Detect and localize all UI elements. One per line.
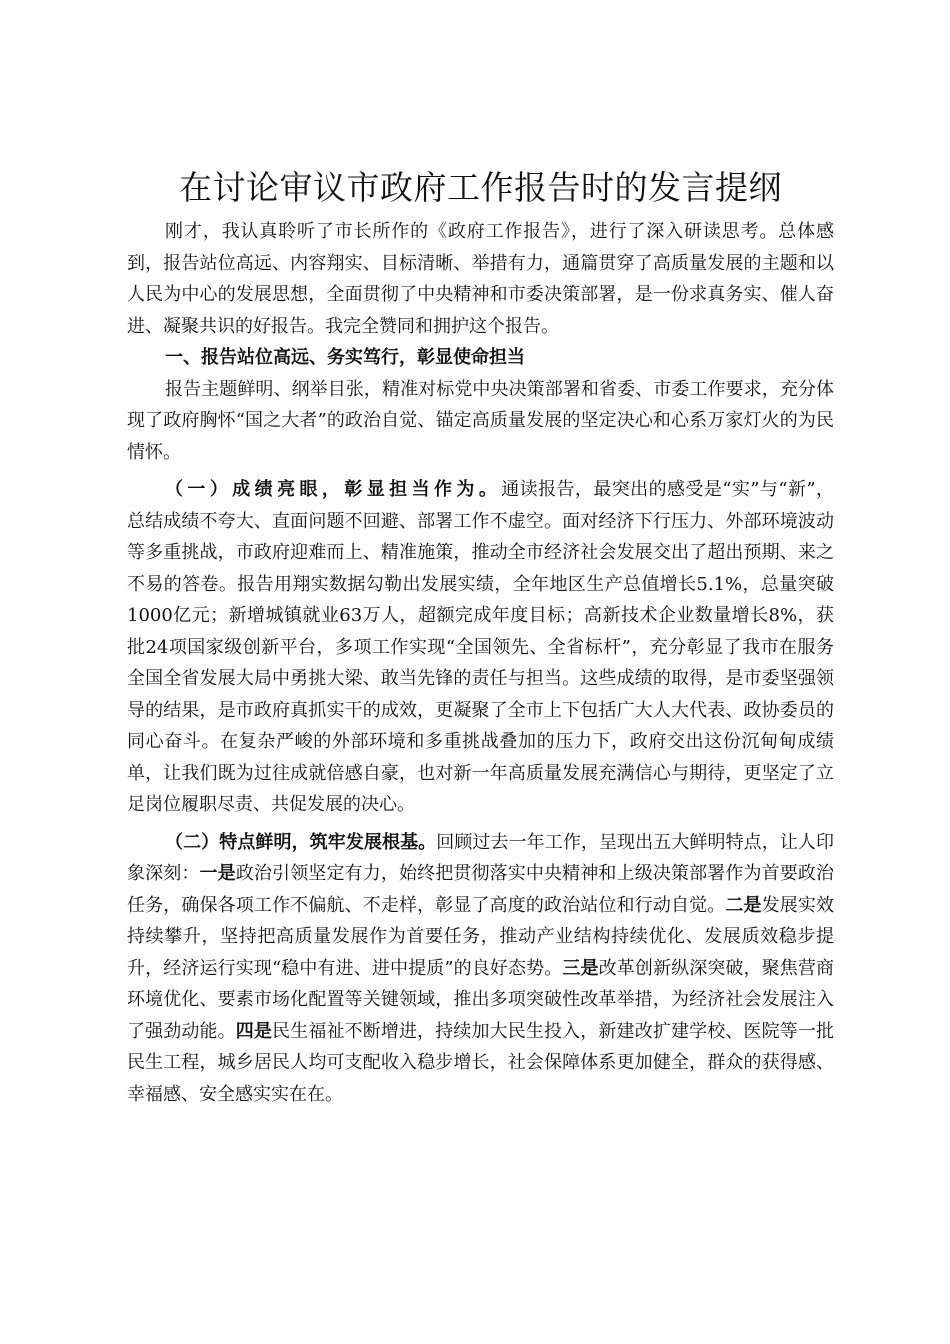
intro-paragraph: 刚才，我认真聆听了市长所作的《政府工作报告》，进行了深入研读思考。总体感到，报告站位高远、内容翔实、目标清晰、举措有力，通篇贯穿了高质量发展的主题和以人民为中心的发展思想，全面贯彻了中央精神和市委决策部署，是一份求真务实、催人奋进、凝聚共识的好报告。我完全赞同和拥护这个报告。: [127, 221, 834, 337]
section-1-heading: 一、报告站位高远、务实笃行，彰显使命担当: [165, 347, 525, 368]
point-2-item-4-text: 民生福祉不断增进，持续加大民生投入，新建改扩建学校、医院等一批民生工程，城乡居民人均可支配收入稳步增长，社会保障体系更加健全，群众的获得感、幸福感、安全感实实在在。: [127, 1020, 835, 1105]
point-1-lead: （一）成绩亮眼，彰显担当作为。: [165, 479, 502, 500]
point-2-item-3-mark: 三是: [562, 957, 599, 979]
point-2-item-4-mark: 四是: [235, 1020, 273, 1042]
document-page: [127, 160, 834, 1110]
document-title: 在讨论审议市政府工作报告时的发言提纲: [179, 168, 782, 207]
point-1-body: 通读报告，最突出的感受是“实”与“新”，总结成绩不夸大、直面问题不回避、部署工作不虚空。面对经济下行压力、外部环境波动等多重挑战，市政府迎难而上、精准施策，推动全市经济社会发展交出了超出预期、来之不易的答卷。报告用翔实数据勾勒出发展实绩，全年地区生产总值增长5.1%，总量突破1000亿元；新增城镇就业63万人，超额完成年度目标；高新技术企业数量增长8%，获批24项国家级创新平台，多项工作实现“全国领先、全省标杆”，充分彰显了我市在服务全国全省发展大局中勇挑大梁、敢当先锋的责任与担当。这些成绩的取得，是市委坚强领导的结果，是市政府真抓实干的成效，更凝聚了全市上下包括广大人大代表、政协委员的同心奋斗。在复杂严峻的外部环境和多重挑战叠加的压力下，政府交出这份沉甸甸成绩单，让我们既为过往成就倍感自豪，也对新一年高质量发展充满信心与期待，更坚定了立足岗位履职尽责、共促发展的决心。: [127, 479, 835, 815]
point-2-item-3-text: 改革创新纵深突破，聚焦营商环境优化、要素市场化配置等关键领域，推出多项突破性改革举措，为经济社会发展注入了强劲动能。: [127, 957, 835, 1042]
point-2-lead: （二）特点鲜明，筑牢发展根基。: [165, 831, 437, 853]
point-2-item-2-text: 发展实效持续攀升，坚持把高质量发展作为首要任务，推动产业结构持续优化、发展质效稳步提升，经济运行实现“稳中有进、进中提质”的良好态势。: [127, 894, 835, 979]
point-2-paragraph: [127, 827, 834, 1111]
point-2-body-start: 回顾过去一年工作，呈现出五大鲜明特点，让人印象深刻：: [127, 831, 834, 884]
section-1-paragraph: 报告主题鲜明、纲举目张，精准对标党中央决策部署和省委、市委工作要求，充分体现了政府胸怀“国之大者”的政治自觉、锚定高质量发展的坚定决心和心系万家灯火的为民情怀。: [127, 378, 834, 463]
point-2-item-1-mark: 一是: [199, 863, 236, 884]
point-2-item-2-mark: 二是: [725, 894, 762, 916]
point-1-paragraph: [127, 474, 834, 821]
point-2-item-1-text: 政治引领坚定有力，始终把贯彻落实中央精神和上级决策部署作为首要政治任务，确保各项工作不偏航、不走样，彰显了高度的政治站位和行动自觉。: [127, 863, 835, 916]
